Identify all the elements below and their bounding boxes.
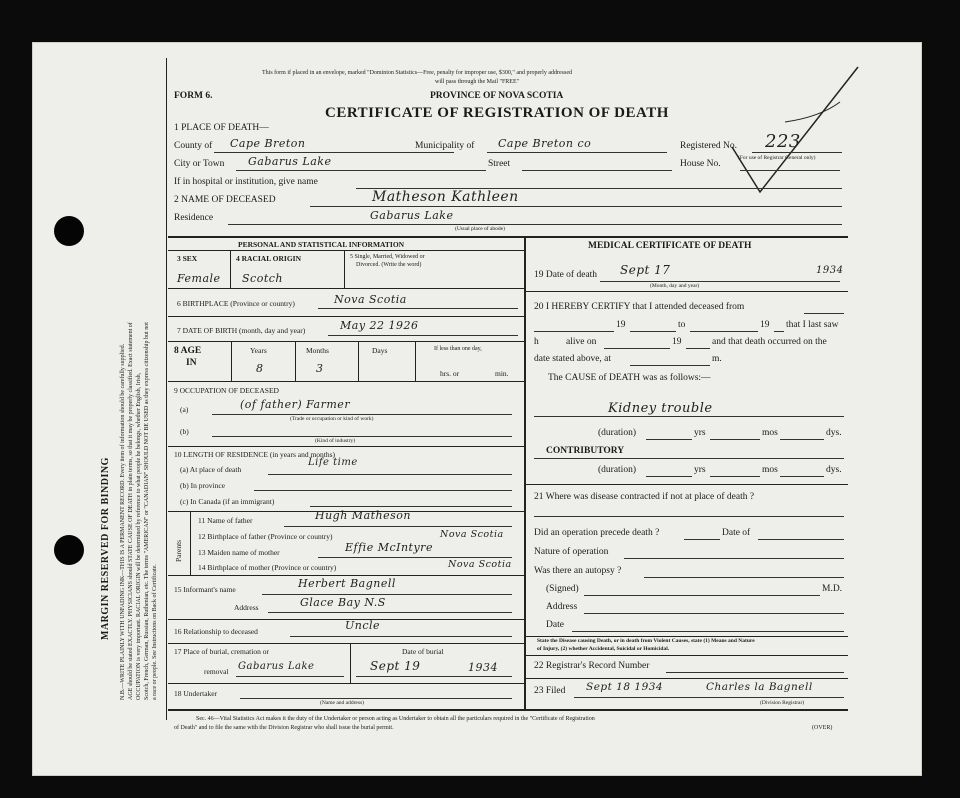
margin-rule <box>166 58 167 720</box>
county-label: County of <box>174 141 213 151</box>
autopsy-label: Was there an autopsy ? <box>534 566 622 576</box>
mother-maiden-label: 13 Maiden name of mother <box>198 548 280 557</box>
residence-a-value: Life time <box>308 457 358 468</box>
age-in-label: IN <box>186 358 197 368</box>
medical-date-label: Date <box>546 620 564 630</box>
nb-line-3: OCCUPATION is very important. RACIAL ORIGIN will be determined by reference to what people he belongs, whether English, Irish, <box>136 372 142 700</box>
alive-h: h <box>534 337 539 347</box>
footer-over: (OVER) <box>812 725 833 731</box>
father-name-label: 11 Name of father <box>198 516 253 525</box>
months-label: Months <box>306 346 329 355</box>
birthplace-value: Nova Scotia <box>334 293 407 306</box>
mail-notice-line1: This form if placed in an envelope, marked "Dominion Statistics—Free, penalty for improper use, $300," and properly addressed <box>262 70 572 76</box>
residence-value: Gabarus Lake <box>370 209 454 222</box>
sex-label: 3 SEX <box>177 254 198 263</box>
division-registrar-note: (Division Registrar) <box>760 700 805 706</box>
signed-label: (Signed) <box>546 584 579 594</box>
cause-duration-label: (duration) <box>598 428 636 438</box>
date-stated-label: date stated above, at <box>534 354 612 364</box>
county-value: Cape Breton <box>230 137 306 150</box>
age-years-value: 8 <box>256 362 264 375</box>
age-label: 8 AGE <box>174 346 202 356</box>
md-label: M.D. <box>822 584 843 594</box>
medical-address-label: Address <box>546 602 578 612</box>
racial-origin-label: 4 RACIAL ORIGIN <box>236 254 302 263</box>
filed-date-value: Sept 18 1934 <box>586 681 664 693</box>
nb-line-5: a race or people. See Instructions on Back of Certificate. <box>152 564 158 700</box>
registered-no-label: Registered No. <box>680 141 737 151</box>
mail-notice-line2: will pass through the Mail "FREE" <box>435 79 520 85</box>
years-label: Years <box>250 346 267 355</box>
registrar-record-label: 22 Registrar's Record Number <box>534 661 650 671</box>
length-of-residence-label: 10 LENGTH OF RESIDENCE (in years and months) <box>174 450 336 459</box>
undertaker-note: (Name and address) <box>320 700 364 706</box>
disease-contracted-label: 21 Where was disease contracted if not at place of death ? <box>534 492 755 502</box>
binding-hole-top <box>54 216 84 246</box>
occupation-a-note: (Trade or occupation or kind of work) <box>290 416 374 422</box>
filed-label: 23 Filed <box>534 686 566 696</box>
sex-value: Female <box>177 272 221 285</box>
city-label: City or Town <box>174 159 225 169</box>
burial-year-value: 1934 <box>468 661 498 674</box>
violent-causes-note-1: State the Disease causing Death, or in death from Violent Causes, state (1) Means and Nature <box>537 638 755 644</box>
certificate-title: CERTIFICATE OF REGISTRATION OF DEATH <box>325 105 669 121</box>
contributory-label: CONTRIBUTORY <box>546 446 625 456</box>
death-year-value: 1934 <box>816 265 844 276</box>
municipality-value: Cape Breton co <box>498 137 592 150</box>
undertaker-label: 18 Undertaker <box>174 689 218 698</box>
age-months-value: 3 <box>316 362 324 375</box>
informant-address-value: Glace Bay N.S <box>300 596 386 609</box>
nature-of-operation-label: Nature of operation <box>534 547 609 557</box>
informant-name-value: Herbert Bagnell <box>298 577 396 590</box>
personal-info-heading: PERSONAL AND STATISTICAL INFORMATION <box>238 240 405 249</box>
parents-label: Parents <box>174 539 183 562</box>
certify-to: to <box>678 320 686 330</box>
marital-label-2: Divorced. (Write the word) <box>356 262 422 268</box>
marital-label-1: 5 Single, Married, Widowed or <box>350 254 425 260</box>
residence-label: Residence <box>174 213 214 223</box>
cause-yrs-label: yrs <box>694 428 706 438</box>
certify-line-1: 20 I HEREBY CERTIFY that I attended deceased from <box>534 302 745 312</box>
residence-a-label: (a) At place of death <box>180 465 242 474</box>
violent-causes-note-2: of Injury, (2) whether Accidental, Suicidal or Homicidal. <box>537 646 670 652</box>
alive-19: 19 <box>672 337 682 347</box>
mother-birthplace-value: Nova Scotia <box>448 559 512 570</box>
nb-line-1: N.B.—WRITE PLAINLY WITH UNFADING INK—THIS IS A PERMANENT RECORD. Every item of information should be carefully supplied. <box>120 343 126 700</box>
alive-rest: and that death occurred on the <box>712 337 827 347</box>
mother-birthplace-label: 14 Birthplace of mother (Province or country) <box>198 563 337 572</box>
residence-b-label: (b) In province <box>180 481 225 490</box>
occupation-b-label: (b) <box>180 427 189 436</box>
division-registrar-signature: Charles la Bagnell <box>706 681 813 693</box>
medical-certificate-heading: MEDICAL CERTIFICATE OF DEATH <box>588 241 752 251</box>
occupation-label: 9 OCCUPATION OF DECEASED <box>174 386 279 395</box>
operation-label: Did an operation precede death ? <box>534 528 660 538</box>
racial-origin-value: Scotch <box>242 272 283 285</box>
registrar-only-note: (For use of Registrar General only) <box>738 155 816 161</box>
alive-on: alive on <box>566 337 597 347</box>
informant-address-label: Address <box>234 603 259 612</box>
burial-date-value: Sept 19 <box>370 659 421 673</box>
certify-last-saw: that I last saw <box>786 320 839 330</box>
relationship-value: Uncle <box>345 619 381 632</box>
certify-19b: 19 <box>760 320 770 330</box>
cause-mos-label: mos <box>762 428 778 438</box>
contrib-duration-label: (duration) <box>598 465 636 475</box>
removal-value: Gabarus Lake <box>238 661 315 672</box>
footer-sec46-line2: of Death" and to file the same with the Division Registrar who shall issue the burial permit. <box>174 725 394 731</box>
place-of-death-label: 1 PLACE OF DEATH— <box>174 123 269 133</box>
nb-line-2: AGE should be stated EXACTLY. PHYSICIANS should STATE CAUSE OF DEATH in plain terms, so that it may be properly classified. Exact statement of <box>128 322 134 700</box>
city-value: Gabarus Lake <box>248 155 332 168</box>
house-no-label: House No. <box>680 159 721 169</box>
form-number: FORM 6. <box>174 91 213 101</box>
binding-hole-bottom <box>54 535 84 565</box>
father-birthplace-label: 12 Birthplace of father (Province or country) <box>198 532 333 541</box>
name-of-deceased-label: 2 NAME OF DECEASED <box>174 195 276 205</box>
relationship-label: 16 Relationship to deceased <box>174 627 258 636</box>
mother-maiden-value: Effie McIntyre <box>345 541 433 554</box>
less-than-day-label: If less than one day, <box>434 346 482 352</box>
operation-date-label: Date of <box>722 528 751 538</box>
occupation-a-value: (of father) Farmer <box>240 398 351 411</box>
date-of-death-label: 19 Date of death <box>534 270 598 280</box>
municipality-label: Municipality of <box>415 141 475 151</box>
burial-date-label: Date of burial <box>402 647 444 656</box>
father-birthplace-value: Nova Scotia <box>440 529 504 540</box>
occupation-a-label: (a) <box>180 405 189 414</box>
date-of-birth-label: 7 DATE OF BIRTH (month, day and year) <box>177 326 306 335</box>
hospital-label: If in hospital or institution, give name <box>174 177 318 187</box>
min-label: min. <box>495 369 509 378</box>
margin-reserved-label: MARGIN RESERVED FOR BINDING <box>100 457 111 640</box>
date-of-death-note: (Month, day and year) <box>650 283 700 289</box>
contrib-dys-label: dys. <box>826 465 842 475</box>
footer-sec46-line1: Sec. 46—Vital Statistics Act makes it the duty of the Undertaker or person acting as Undertaker to obtain all the particulars required in the "Certificate of Registration <box>196 716 595 722</box>
cause-of-death-label: The CAUSE of DEATH was as follows:— <box>548 373 711 383</box>
street-label: Street <box>488 159 511 169</box>
nb-line-4: Scotch, French, German, Russian, Ruthenian, etc. The terms "AMERICAN" or "CANADIAN" SHOULD NOT BE USED as they express citizenship but not <box>144 322 150 700</box>
date-stated-m: m. <box>712 354 722 364</box>
days-label: Days <box>372 346 388 355</box>
hrs-label: hrs. or <box>440 369 460 378</box>
cause-dys-label: dys. <box>826 428 842 438</box>
date-of-death-value: Sept 17 <box>620 263 671 277</box>
occupation-b-note: (Kind of industry) <box>315 438 356 444</box>
father-name-value: Hugh Matheson <box>315 509 411 522</box>
residence-note: (Usual place of abode) <box>455 226 505 232</box>
removal-label: removal <box>204 667 229 676</box>
birthplace-label: 6 BIRTHPLACE (Province or country) <box>177 299 295 308</box>
registered-no-value: 223 <box>765 131 801 152</box>
contrib-mos-label: mos <box>762 465 778 475</box>
informant-name-label: 15 Informant's name <box>174 585 236 594</box>
province-heading: PROVINCE OF NOVA SCOTIA <box>430 91 564 101</box>
contrib-yrs-label: yrs <box>694 465 706 475</box>
cause-of-death-value: Kidney trouble <box>608 401 713 416</box>
date-of-birth-value: May 22 1926 <box>340 319 419 332</box>
name-of-deceased-value: Matheson Kathleen <box>372 189 519 205</box>
certify-19a: 19 <box>616 320 626 330</box>
residence-c-label: (c) In Canada (if an immigrant) <box>180 497 275 506</box>
burial-place-label: 17 Place of burial, cremation or <box>174 647 269 656</box>
